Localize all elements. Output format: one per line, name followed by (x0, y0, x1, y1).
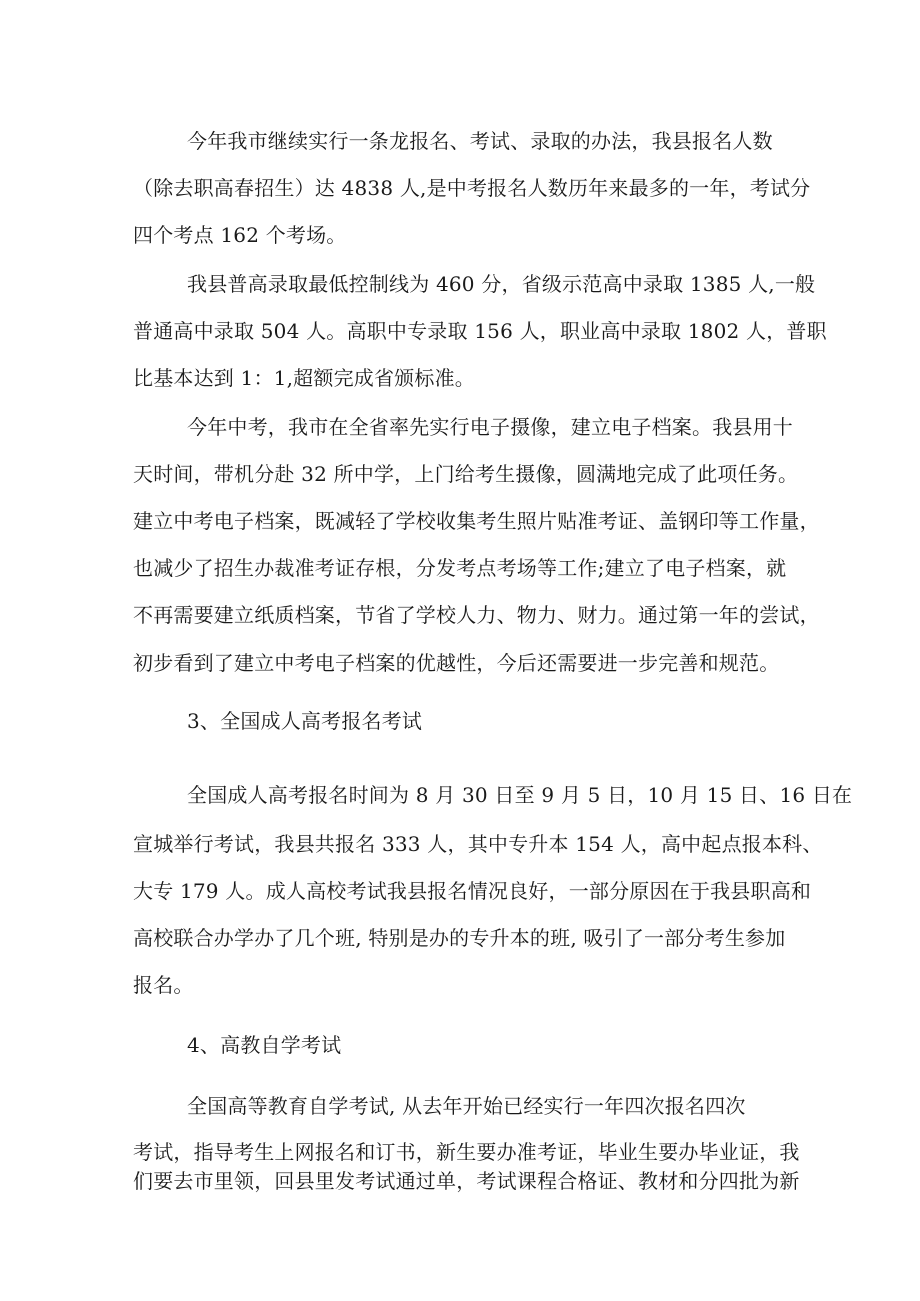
paragraph-line: 全国成人高考报名时间为 8 月 30 日至 9 月 5 日，10 月 15 日、16 日在 (187, 783, 853, 807)
paragraph-line: 大专 179 人。成人高校考试我县报名情况良好，一部分原因在于我县职高和 (133, 879, 812, 903)
section-heading: 3、全国成人高考报名考试 (187, 709, 423, 733)
paragraph-line: 考试，指导考生上网报名和订书，新生要办准考证，毕业生要办毕业证，我 (133, 1140, 800, 1164)
paragraph-line: 不再需要建立纸质档案，节省了学校人力、物力、财力。通过第一年的尝试， (133, 603, 820, 627)
paragraph-line: 今年我市继续实行一条龙报名、考试、录取的办法，我县报名人数 (187, 129, 773, 153)
paragraph-line: 宣城举行考试，我县共报名 333 人，其中专升本 154 人，高中起点报本科、 (133, 832, 823, 856)
paragraph-line: 也减少了招生办裁准考证存根，分发考点考场等工作;建立了电子档案，就 (133, 556, 787, 580)
paragraph-line: （除去职高春招生）达 4838 人,是中考报名人数历年来最多的一年，考试分 (133, 176, 811, 200)
paragraph-line: 比基本达到 1：1,超额完成省颁标准。 (133, 366, 475, 390)
paragraph-line: 全国高等教育自学考试, 从去年开始已经实行一年四次报名四次 (187, 1094, 746, 1118)
paragraph-line: 高校联合办学办了几个班, 特别是办的专升本的班, 吸引了一部分考生参加 (133, 926, 786, 950)
paragraph-line: 四个考点 162 个考场。 (133, 223, 347, 247)
section-heading: 4、高教自学考试 (187, 1033, 342, 1057)
paragraph-line: 我县普高录取最低控制线为 460 分，省级示范高中录取 1385 人,一般 (187, 272, 816, 296)
paragraph-line: 们要去市里领，回县里发考试通过单，考试课程合格证、教材和分四批为新 (133, 1169, 800, 1193)
paragraph-line: 报名。 (133, 973, 194, 997)
paragraph-line: 初步看到了建立中考电子档案的优越性，今后还需要进一步完善和规范。 (133, 651, 780, 675)
paragraph-line: 天时间，带机分赴 32 所中学，上门给考生摄像，圆满地完成了此项任务。 (133, 462, 799, 486)
paragraph-line: 普通高中录取 504 人。高职中专录取 156 人，职业高中录取 1802 人，普职 (133, 319, 827, 343)
paragraph-line: 建立中考电子档案，既减轻了学校收集考生照片贴准考证、盖钢印等工作量， (133, 509, 820, 533)
paragraph-line: 今年中考，我市在全省率先实行电子摄像，建立电子档案。我县用十 (187, 415, 793, 439)
